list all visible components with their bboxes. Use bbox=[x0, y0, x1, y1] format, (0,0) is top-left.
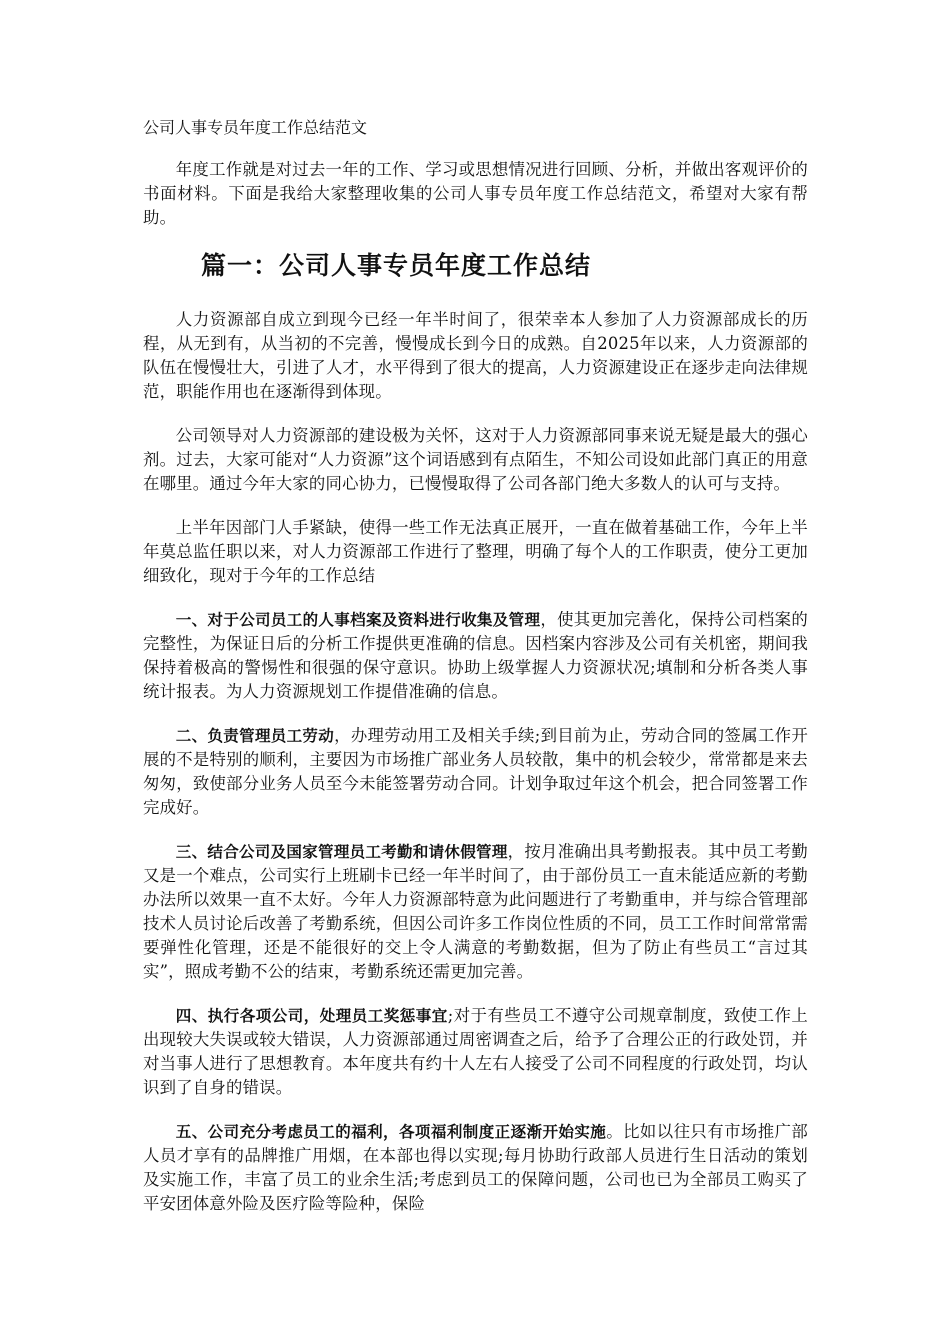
item-paragraph-5 bbox=[143, 1120, 808, 1216]
item-lead-4: 四、执行各项公司，处理员工奖惩事宜 bbox=[175, 1007, 448, 1025]
body-paragraph-3: 上半年因部门人手紧缺，使得一些工作无法真正展开，一直在做着基础工作，今年上半年莫总监任职以来，对人力资源部工作进行了整理，明确了每个人的工作职责，使分工更加细致化，现对于今年的工作总结 bbox=[143, 518, 808, 585]
item-body-4: ;对于有些员工不遵守公司规章制度，致使工作上出现较大失误或较大错误，人力资源部通过周密调查之后，给予了合理公正的行政处罚，并对当事人进行了思想教育。本年度共有约十人左右人接受了公司不同程度的行政处罚，均认识到了自身的错误。 bbox=[143, 1006, 809, 1097]
section-heading: 篇一：公司人事专员年度工作总结 bbox=[201, 251, 592, 280]
document-title: 公司人事专员年度工作总结范文 bbox=[143, 118, 368, 137]
intro-paragraph: 年度工作就是对过去一年的工作、学习或思想情况进行回顾、分析，并做出客观评价的书面材料。下面是我给大家整理收集的公司人事专员年度工作总结范文，希望对大家有帮助。 bbox=[143, 160, 808, 227]
item-body-3: ，按月准确出具考勤报表。其中员工考勤又是一个难点，公司实行上班刷卡已经一年半时间了，由于部份员工一直未能适应新的考勤办法所以效果一直不太好。今年人力资源部特意为此问题进行了考勤重申，并与综合管理部技术人员讨论后改善了考勤系统，但因公司许多工作岗位性质的不同，员工工作时间常常需要弹性化管理，还是不能很好的交上令人满意的考勤数据，但为了防止有些员工“言过其实”，照成考勤不公的结束，考勤系统还需更加完善。 bbox=[143, 842, 808, 981]
item-lead-3: 三、结合公司及国家管理员工考勤和请休假管理 bbox=[175, 843, 508, 861]
item-paragraph-2 bbox=[143, 724, 808, 820]
item-paragraph-3 bbox=[143, 840, 808, 984]
item-paragraph-1 bbox=[143, 608, 808, 704]
item-lead-2: 二、负责管理员工劳动 bbox=[175, 727, 335, 745]
item-paragraph-4 bbox=[143, 1004, 808, 1100]
body-paragraph-2: 公司领导对人力资源部的建设极为关怀，这对于人力资源部同事来说无疑是最大的强心剂。过去，大家可能对“人力资源”这个词语感到有点陌生，不知公司设如此部门真正的用意在哪里。通过今年大家的同心协力，已慢慢取得了公司各部门绝大多数人的认可与支持。 bbox=[143, 426, 808, 493]
item-lead-5: 五、公司充分考虑员工的福利，各项福利制度正逐渐开始实施 bbox=[175, 1123, 607, 1141]
item-body-5: 。比如以往只有市场推广部人员才享有的品牌推广用烟，在本部也得以实现;每月协助行政部人员进行生日活动的策划及实施工作，丰富了员工的业余生活;考虑到员工的保障问题，公司也已为全部员工购买了平安团体意外险及医疗险等险种，保险 bbox=[143, 1122, 809, 1213]
body-paragraph-1: 人力资源部自成立到现今已经一年半时间了，很荣幸本人参加了人力资源部成长的历程，从无到有，从当初的不完善，慢慢成长到今日的成熟。自2025年以来，人力资源部的队伍在慢慢壮大，引进了人才，水平得到了很大的提高，人力资源建设正在逐步走向法律规范，职能作用也在逐渐得到体现。 bbox=[143, 310, 808, 401]
item-body-2: ，办理劳动用工及相关手续;到目前为止，劳动合同的签属工作开展的不是特别的顺利，主要因为市场推广部业务人员较散，集中的机会较少，常常都是来去匆匆，致使部分业务人员至今未能签署劳动合同。计划争取过年这个机会，把合同签署工作完成好。 bbox=[143, 726, 808, 817]
item-body-1: ，使其更加完善化，保持公司档案的完整性，为保证日后的分析工作提供更准确的信息。因档案内容涉及公司有关机密，期间我保持着极高的警惕性和很强的保守意识。协助上级掌握人力资源状况;填制和分析各类人事统计报表。为人力资源规划工作提借准确的信息。 bbox=[143, 610, 809, 701]
item-lead-1: 一、对于公司员工的人事档案及资料进行收集及管理 bbox=[175, 611, 541, 629]
document-body bbox=[143, 117, 808, 1236]
